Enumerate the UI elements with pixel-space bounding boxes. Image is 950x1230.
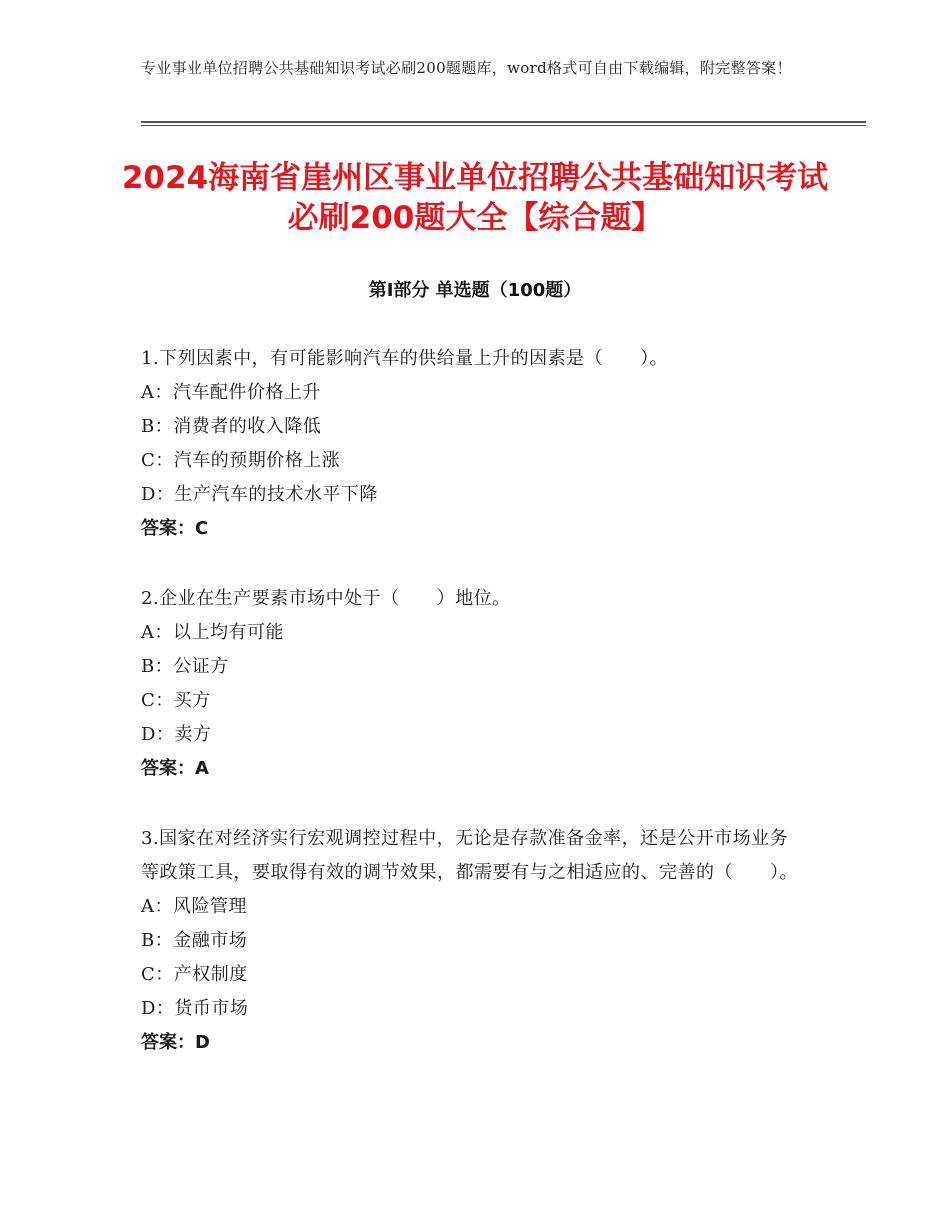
option-c: C：汽车的预期价格上涨: [141, 450, 341, 471]
option-a: A：风险管理: [141, 896, 247, 917]
section-title: 第Ⅰ部分 单选题（100题）: [368, 280, 582, 301]
question-list: [141, 342, 801, 1096]
document-title: 2024海南省崖州区事业单位招聘公共基础知识考试必刷200题大全【综合题】: [121, 160, 829, 236]
option-c: C：买方: [141, 690, 211, 711]
question-stem: 1.下列因素中，有可能影响汽车的供给量上升的因素是（ ）。: [141, 348, 669, 369]
option-a: A：汽车配件价格上升: [141, 382, 321, 403]
question-3: [141, 822, 801, 1060]
answer: 答案：A: [141, 758, 209, 779]
option-d: D：货币市场: [141, 998, 249, 1019]
header-note: 专业事业单位招聘公共基础知识考试必刷200题题库，word格式可自由下载编辑，附完整答案！: [141, 59, 792, 77]
answer: 答案：C: [141, 518, 209, 539]
option-b: B：公证方: [141, 656, 229, 677]
question-2: [141, 582, 801, 786]
question-stem: 2.企业在生产要素市场中处于（ ）地位。: [141, 588, 511, 609]
option-d: D：生产汽车的技术水平下降: [141, 484, 378, 505]
header-rule-thin: [141, 125, 866, 126]
question-1: [141, 342, 801, 546]
question-stem: 3.国家在对经济实行宏观调控过程中，无论是存款准备金率，还是公开市场业务等政策工具，要取得有效的调节效果，都需要有与之相适应的、完善的（ ）。: [141, 828, 798, 883]
answer: 答案：D: [141, 1032, 210, 1053]
option-a: A：以上均有可能: [141, 622, 284, 643]
option-b: B：消费者的收入降低: [141, 416, 322, 437]
option-b: B：金融市场: [141, 930, 248, 951]
option-c: C：产权制度: [141, 964, 248, 985]
option-d: D：卖方: [141, 724, 212, 745]
header-rule-thick: [141, 121, 866, 123]
